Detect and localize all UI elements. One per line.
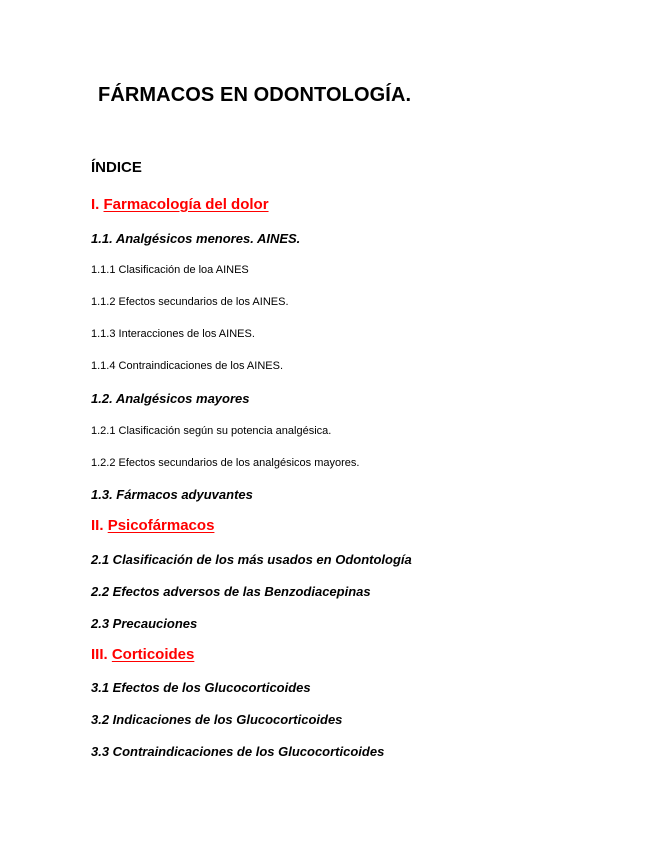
section-numeral: I. xyxy=(91,196,100,213)
section-numeral: III. xyxy=(91,646,108,663)
toc-entry: 2.2 Efectos adversos de las Benzodiacepinas xyxy=(91,584,371,599)
index-heading: ÍNDICE xyxy=(91,159,142,176)
toc-entry: 1.1. Analgésicos menores. AINES. xyxy=(91,231,301,246)
toc-entry: 3.1 Efectos de los Glucocorticoides xyxy=(91,680,311,695)
toc-entry: 1.1.1 Clasificación de loa AINES xyxy=(91,264,249,276)
toc-entry: 3.2 Indicaciones de los Glucocorticoides xyxy=(91,712,343,727)
section-link[interactable]: Psicofármacos xyxy=(107,517,215,534)
section-link[interactable]: Corticoides xyxy=(111,646,195,663)
section-link[interactable]: Farmacología del dolor xyxy=(103,196,269,213)
toc-entry: 1.2.1 Clasificación según su potencia analgésica. xyxy=(91,425,332,437)
toc-entry: 1.2.2 Efectos secundarios de los analgésicos mayores. xyxy=(91,457,360,469)
toc-entry: 3.3 Contraindicaciones de los Glucocorticoides xyxy=(91,744,385,759)
section-heading-2 xyxy=(91,517,214,534)
toc-entry: 1.1.4 Contraindicaciones de los AINES. xyxy=(91,360,284,372)
section-heading-1 xyxy=(91,196,269,213)
section-numeral: II. xyxy=(91,517,104,534)
toc-entry: 1.1.3 Interacciones de los AINES. xyxy=(91,328,255,340)
toc-entry: 2.1 Clasificación de los más usados en Odontología xyxy=(91,552,412,567)
document-title: FÁRMACOS EN ODONTOLOGÍA. xyxy=(98,84,412,106)
toc-entry: 1.3. Fármacos adyuvantes xyxy=(91,487,253,502)
section-heading-3 xyxy=(91,646,194,663)
toc-entry: 1.2. Analgésicos mayores xyxy=(91,391,250,406)
toc-entry: 1.1.2 Efectos secundarios de los AINES. xyxy=(91,296,289,308)
toc-entry: 2.3 Precauciones xyxy=(91,616,198,631)
